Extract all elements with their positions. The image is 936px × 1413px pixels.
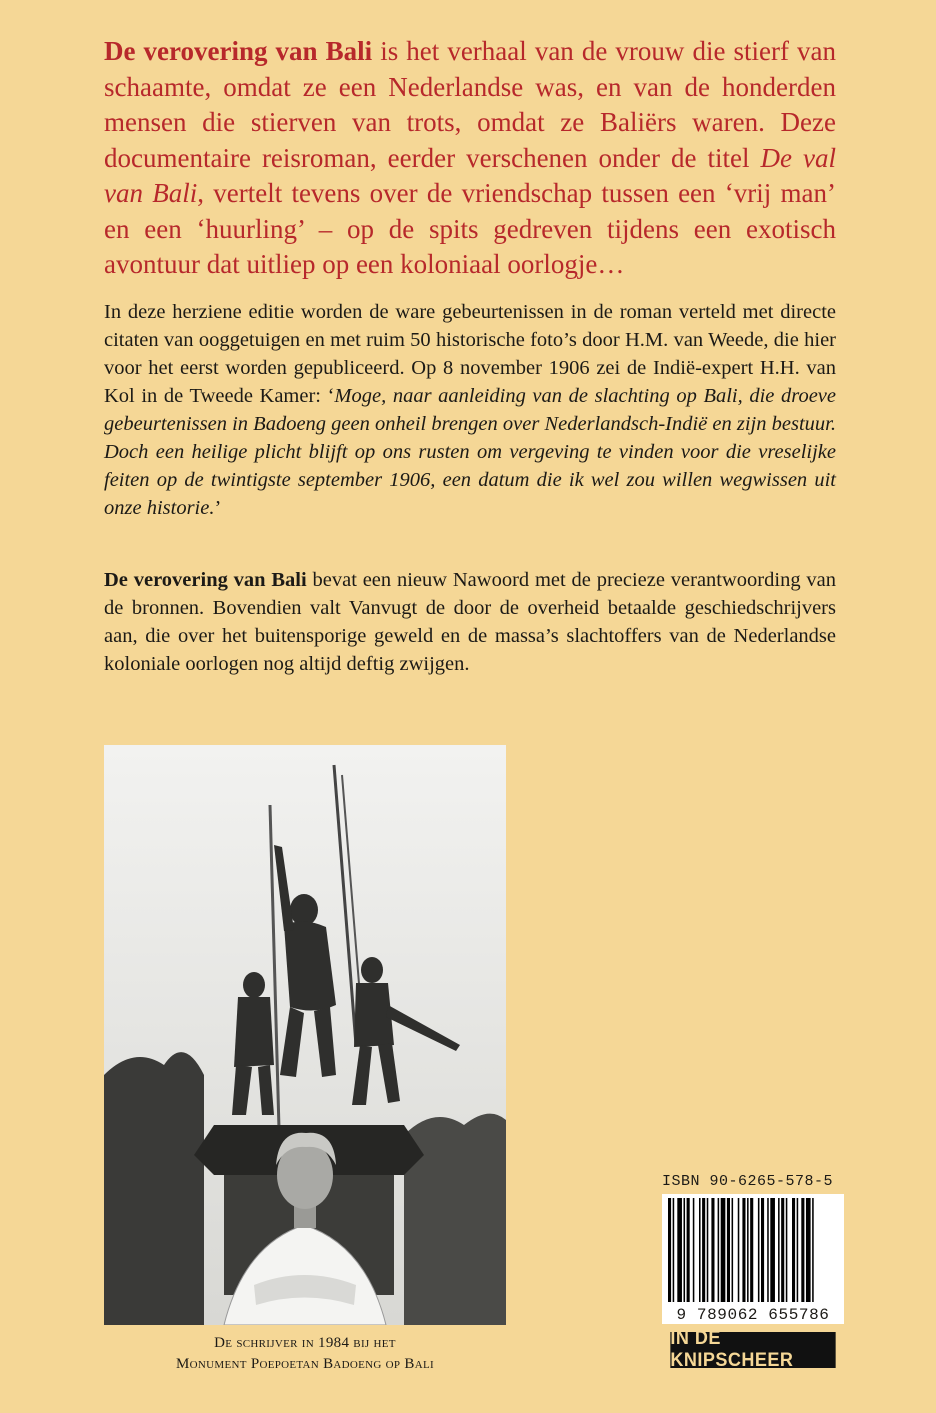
barcode-bar [770, 1198, 775, 1302]
barcode-bar [684, 1198, 686, 1302]
barcode-bar [693, 1198, 695, 1302]
barcode-bar [699, 1198, 701, 1302]
van-kol-quote: Moge, naar aanleiding van de slachting op Bali, die droeve gebeurtenissen in Badoeng geen onheil brengen over Nederlandsch-Indië en zijn bestuur. Doch een heilige plicht blijft op ons rusten om vergeving te vinden voor die vreselijke feiten op de twintigste september 1906, een datum die ik wel zou willen wegwissen uit onze historie. [104, 385, 836, 519]
barcode-bar [781, 1198, 784, 1302]
barcode-bar [758, 1198, 760, 1302]
edition-paragraph [104, 298, 836, 522]
book-title-nawoord: De verovering van Bali [104, 569, 307, 591]
book-title-lead: De verovering van Bali [104, 36, 373, 66]
caption-line-2: Monument Poepoetan Badoeng op Bali [176, 1356, 434, 1372]
tree-left [104, 1052, 204, 1325]
isbn-label: ISBN 90-6265-578-5 [662, 1173, 834, 1190]
barcode-bar [750, 1198, 753, 1302]
barcode [662, 1194, 844, 1320]
barcode-bar [702, 1198, 705, 1302]
barcode-bar [732, 1198, 734, 1302]
barcode-bar [668, 1198, 671, 1302]
barcode-bar [778, 1198, 780, 1302]
barcode-bar [738, 1198, 740, 1302]
author-photo [104, 745, 506, 1325]
barcode-bar [801, 1198, 804, 1302]
barcode-bar [806, 1198, 811, 1302]
intro-paragraph [104, 34, 836, 283]
barcode-bar [767, 1198, 769, 1302]
barcode-bar [747, 1198, 749, 1302]
photo-caption [104, 1333, 506, 1375]
barcode-bar [792, 1198, 795, 1302]
barcode-bar [721, 1198, 726, 1302]
barcode-bar [727, 1198, 730, 1302]
barcode-bar [742, 1198, 745, 1302]
barcode-bar [786, 1198, 788, 1302]
nawoord-text: bevat een nieuw Nawoord met de precieze verantwoording van de bronnen. Bovendien valt Vanvugt de door de overheid betaalde geschiedschrijvers aan, die over het buitensporige geweld en de massa’s slachtoffers van de Nederlandse koloniale oorlogen nog altijd deftig zwijgen. [104, 569, 836, 675]
photo-illustration [104, 745, 506, 1325]
barcode-bar [718, 1198, 720, 1302]
barcode-bar [707, 1198, 709, 1302]
caption-line-1: De schrijver in 1984 bij het [214, 1335, 396, 1351]
barcode-bar [761, 1198, 764, 1302]
barcode-bar [797, 1198, 799, 1302]
intro-text-1: is het verhaal van de vrouw die stierf van schaamte, omdat ze een Nederlandse was, en van de honderden mensen die stierven van trots, omdat ze Baliërs waren. Deze documentaire reisroman, eerder verschenen onder de titel [104, 36, 837, 173]
barcode-bar [677, 1198, 682, 1302]
barcode-bars [662, 1194, 844, 1306]
edition-text: In deze herziene editie worden de ware gebeurtenissen in de roman verteld met directe citaten van ooggetuigen en met ruim 50 historische foto’s door H.M. van Weede, die hier voor het eerst worden gepubliceerd. Op 8 november 1906 zei de Indië-expert H.H. van Kol in de Tweede Kamer: ‘ [104, 301, 836, 407]
barcode-bar [711, 1198, 714, 1302]
intro-text-2: , vertelt tevens over de vriendschap tussen een ‘vrij man’ en een ‘huurling’ – op de spits gedreven tijdens een exotisch avontuur dat uitliep op een koloniaal oorlogje… [104, 178, 837, 279]
quote-close: ’ [214, 497, 222, 519]
ean-digits: 9 789062 655786 [662, 1306, 844, 1324]
nawoord-paragraph [104, 566, 836, 678]
publisher-logo: IN DE KNIPSCHEER [670, 1332, 835, 1368]
barcode-bar [687, 1198, 690, 1302]
tree-right [404, 1114, 506, 1325]
former-title: De val van Bali [104, 142, 836, 208]
barcode-bar [812, 1198, 814, 1302]
barcode-bar [673, 1198, 675, 1302]
